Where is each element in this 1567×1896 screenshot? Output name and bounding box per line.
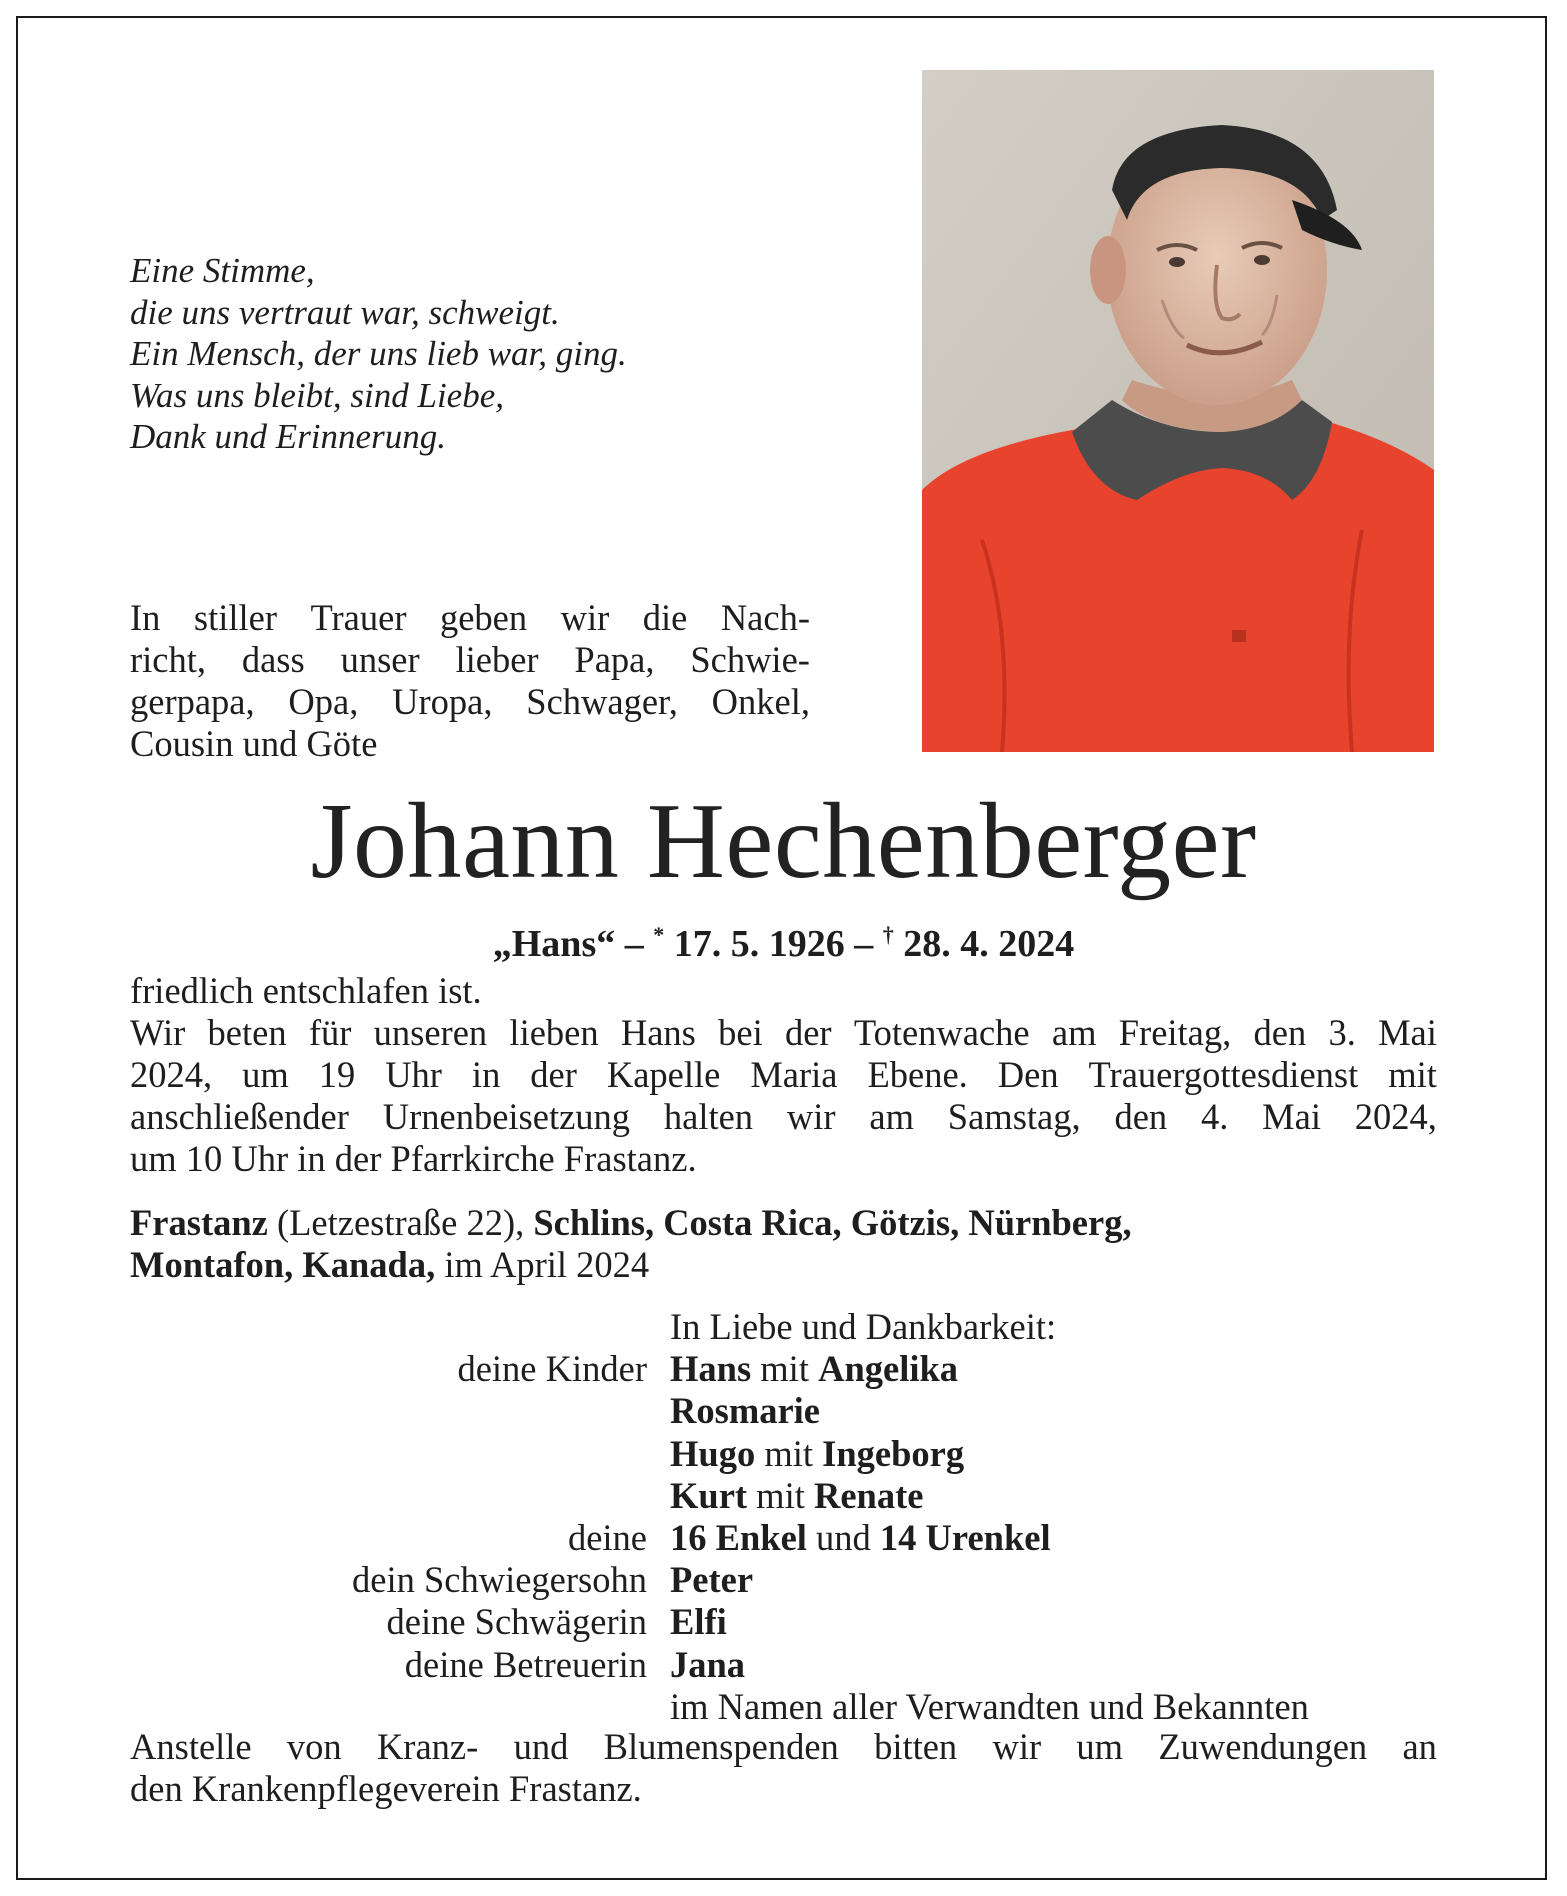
poem (130, 250, 770, 458)
intro-word: geben (439, 597, 528, 638)
member-partner: Renate (813, 1474, 924, 1516)
body-word: Maria (750, 1054, 838, 1095)
intro-word: wir (560, 597, 610, 638)
birth-symbol: * (653, 922, 665, 947)
body-word: in (471, 1054, 501, 1095)
body-word: den (1253, 1012, 1307, 1053)
body-word: 19 (318, 1054, 356, 1095)
body-line (130, 1096, 1437, 1138)
body-word: für (308, 1012, 352, 1053)
member-name: Peter (670, 1559, 754, 1601)
intro-word: Onkel, (711, 681, 810, 722)
body-word: halten (663, 1096, 754, 1137)
intro-word: gerpapa, (130, 681, 255, 722)
family-member (670, 1390, 820, 1432)
death-symbol: † (882, 922, 894, 947)
intro-word: Opa, (288, 681, 359, 722)
member-mit: mit (755, 1432, 823, 1474)
family-list (0, 1306, 1567, 1728)
poem-line: Ein Mensch, der uns lieb war, ging. (130, 334, 627, 373)
body-word: lieben (509, 1012, 599, 1053)
intro-line (130, 681, 810, 723)
place-others: Montafon, Kanada, (130, 1244, 436, 1285)
donation-note (130, 1726, 1437, 1810)
intro-word: Schwager, (526, 681, 678, 722)
funeral-details (130, 970, 1437, 1180)
member-name: Kurt (670, 1474, 748, 1516)
family-row (0, 1644, 1567, 1686)
family-member (670, 1601, 727, 1643)
member-urenkel: 14 Urenkel (879, 1516, 1051, 1558)
body-word: der (784, 1012, 832, 1053)
intro-line (130, 597, 810, 639)
family-label: deine Schwägerin (386, 1601, 647, 1643)
body-word: Totenwache (853, 1012, 1030, 1053)
body-line (130, 1012, 1437, 1054)
nickname: „Hans“ (492, 923, 616, 965)
poem-line: Dank und Erinnerung. (130, 417, 446, 456)
dash: – (844, 923, 883, 965)
member-name: Hugo (670, 1432, 756, 1474)
family-member (670, 1517, 1051, 1559)
body-word: Mai (1378, 1012, 1437, 1053)
intro-text (130, 597, 810, 765)
body-line: um 10 Uhr in der Pfarrkirche Frastanz. (130, 1138, 697, 1179)
body-word: Freitag, (1118, 1012, 1232, 1053)
closing-word: Kranz- (376, 1726, 479, 1767)
closing-word: Zuwendungen (1158, 1726, 1368, 1767)
body-word: Ebene. (867, 1054, 968, 1095)
family-row (0, 1559, 1567, 1601)
places-line (130, 1202, 1437, 1244)
intro-word: Schwie- (690, 639, 810, 680)
poem-line: Eine Stimme, (130, 251, 315, 290)
member-mit: mit (747, 1474, 814, 1516)
places-and-date (130, 1202, 1437, 1286)
dash: – (615, 923, 654, 965)
family-member (670, 1475, 923, 1517)
body-word: der (530, 1054, 577, 1095)
body-word: 4. (1200, 1096, 1229, 1137)
body-line (130, 1054, 1437, 1096)
family-row (0, 1475, 1567, 1517)
family-label: deine Kinder (457, 1348, 647, 1390)
deceased-name: Johann Hechenberger (310, 782, 1257, 901)
life-dates (0, 912, 1567, 967)
body-word: Uhr (385, 1054, 442, 1095)
intro-word: Uropa, (392, 681, 493, 722)
closing-word: an (1402, 1726, 1437, 1767)
body-word: Trauergottesdienst (1088, 1054, 1359, 1095)
family-row (0, 1601, 1567, 1643)
body-word: Den (997, 1054, 1059, 1095)
closing-word: um (1076, 1726, 1124, 1767)
family-label: deine (567, 1516, 647, 1558)
family-member (670, 1433, 964, 1475)
body-word: Wir (130, 1012, 186, 1053)
family-row (0, 1348, 1567, 1390)
family-label: dein Schwiegersohn (352, 1559, 647, 1601)
member-partner: Angelika (818, 1348, 959, 1390)
body-word: am (869, 1096, 914, 1137)
intro-line (130, 639, 810, 681)
body-word: wir (786, 1096, 836, 1137)
body-word: den (1114, 1096, 1168, 1137)
body-word: Samstag, (947, 1096, 1081, 1137)
body-word: Mai (1262, 1096, 1321, 1137)
intro-word: Nach- (720, 597, 810, 638)
intro-word: Trauer (310, 597, 407, 638)
member-partner: Ingeborg (822, 1432, 965, 1474)
body-word: Kapelle (606, 1054, 721, 1095)
body-word: beten (207, 1012, 287, 1053)
poem-line: Was uns bleibt, sind Liebe, (130, 375, 504, 415)
body-word: Hans (620, 1012, 696, 1053)
body-word: unseren (373, 1012, 488, 1053)
family-row (0, 1433, 1567, 1475)
place-address: (Letzestraße 22), (267, 1202, 534, 1243)
place-date: im April 2024 (435, 1244, 650, 1285)
death-date: 28. 4. 2024 (893, 923, 1075, 965)
intro-word: dass (241, 639, 305, 680)
family-label: deine Betreuerin (404, 1643, 647, 1685)
closing-word: wir (992, 1726, 1042, 1767)
family-member (670, 1644, 745, 1686)
family-heading-row (0, 1306, 1567, 1348)
closing-line: den Krankenpflegeverein Frastanz. (130, 1768, 642, 1809)
poem-line: die uns vertraut war, schweigt. (130, 292, 560, 332)
intro-word: Papa, (574, 639, 655, 680)
family-row (0, 1390, 1567, 1432)
body-word: 2024, (130, 1054, 213, 1095)
body-word: um (242, 1054, 289, 1095)
member-enkel: 16 Enkel (670, 1516, 807, 1558)
body-word: anschließender (130, 1096, 349, 1137)
family-member (670, 1348, 958, 1390)
body-word: am (1051, 1012, 1097, 1053)
birth-date: 17. 5. 1926 (664, 923, 845, 965)
closing-word: von (286, 1726, 342, 1767)
closing-line (130, 1726, 1437, 1768)
family-member (670, 1559, 753, 1601)
family-footer: im Namen aller Verwandten und Bekannten (670, 1685, 1309, 1727)
closing-word: Anstelle (130, 1726, 252, 1767)
member-name: Rosmarie (670, 1390, 821, 1432)
intro-word: lieber (455, 639, 539, 680)
closing-word: Blumenspenden (603, 1726, 839, 1767)
family-footer-row (0, 1686, 1567, 1728)
body-word: mit (1388, 1054, 1437, 1095)
intro-word: richt, (130, 639, 207, 680)
body-word: bei (718, 1012, 763, 1053)
place-main: Frastanz (130, 1202, 268, 1243)
closing-word: bitten (874, 1726, 958, 1767)
family-row (0, 1517, 1567, 1559)
body-line: friedlich entschlafen ist. (130, 970, 482, 1011)
member-mit: mit (751, 1348, 819, 1390)
family-heading: In Liebe und Dankbarkeit: (670, 1306, 1057, 1347)
body-word: 3. (1328, 1012, 1356, 1053)
closing-word: und (513, 1726, 569, 1767)
member-name: Hans (670, 1348, 752, 1390)
intro-word: unser (340, 639, 420, 680)
portrait-photo (922, 70, 1434, 752)
member-name: Jana (670, 1643, 746, 1685)
intro-line: Cousin und Göte (130, 723, 378, 764)
intro-word: stiller (193, 597, 278, 638)
member-name: Elfi (670, 1601, 727, 1643)
body-word: Urnenbeisetzung (382, 1096, 631, 1137)
intro-word: In (130, 597, 161, 638)
portrait-illustration (922, 70, 1434, 752)
intro-word: die (642, 597, 688, 638)
place-others: Schlins, Costa Rica, Götzis, Nürnberg, (533, 1202, 1132, 1243)
places-line (130, 1244, 1437, 1286)
body-word: 2024, (1354, 1096, 1437, 1137)
member-und: und (806, 1516, 880, 1558)
